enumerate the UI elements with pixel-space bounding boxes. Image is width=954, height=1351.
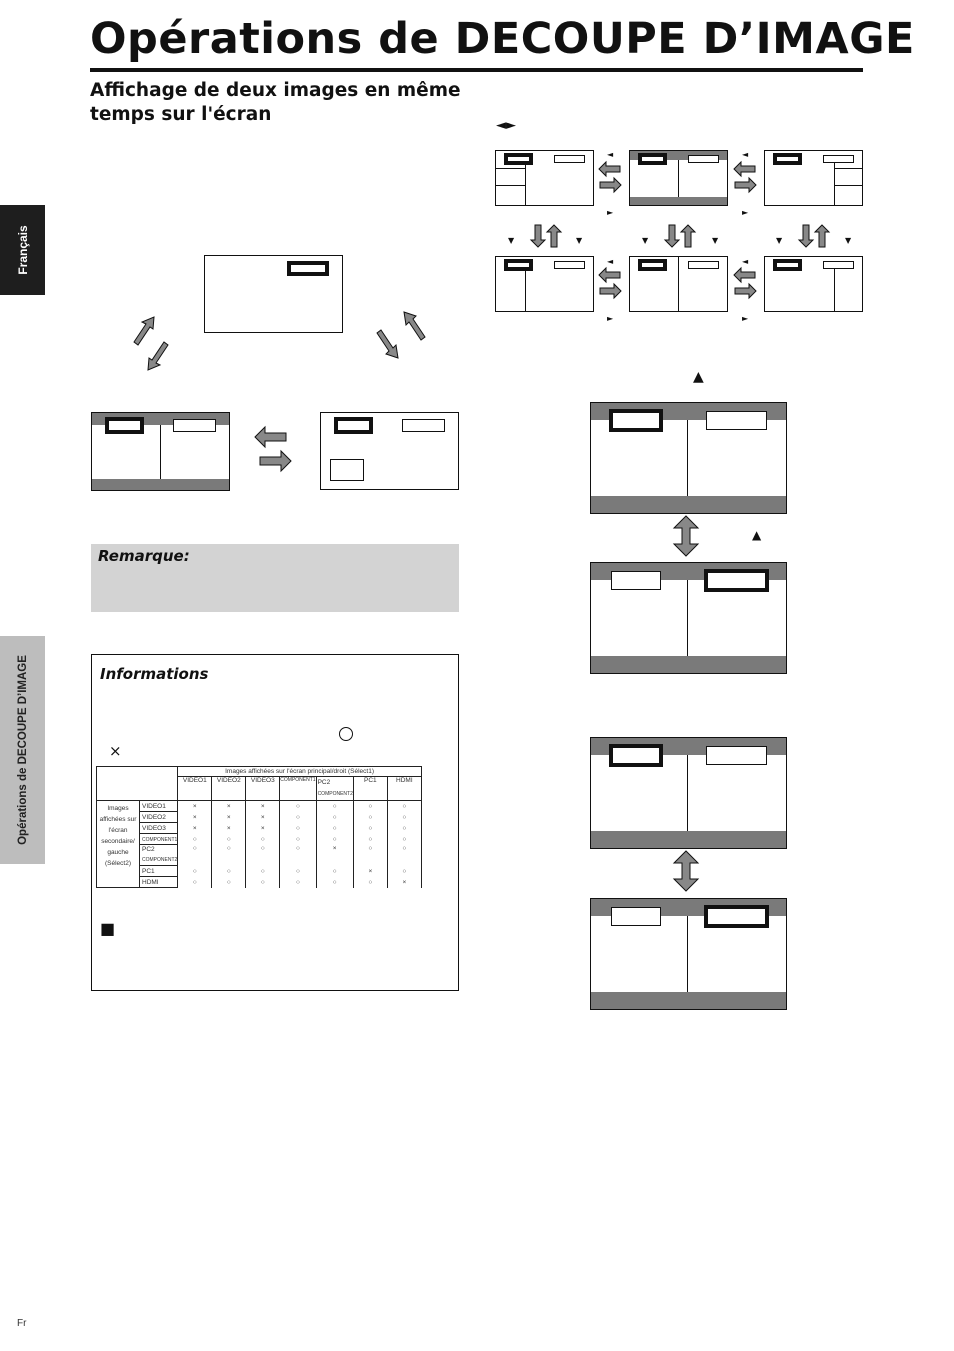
table-row — [97, 801, 422, 812]
table-cell: ○ — [178, 834, 212, 845]
table-cell: ○ — [280, 877, 316, 888]
row-group-label-line: Images — [107, 805, 129, 812]
table-cell: × — [246, 812, 280, 823]
layout-screen — [629, 150, 728, 206]
row-label — [140, 801, 178, 812]
table-cell: ○ — [353, 823, 387, 834]
table-cell: ○ — [387, 845, 421, 866]
window-label-box — [706, 746, 767, 765]
screen-split-left — [91, 412, 230, 491]
split-rule — [834, 185, 862, 186]
split-divider — [525, 162, 526, 205]
swap-arrows-icon — [732, 266, 758, 300]
table-cell: × — [212, 801, 246, 812]
window-highlight — [506, 155, 531, 163]
table-cell: ○ — [280, 866, 316, 877]
table-cell: ○ — [212, 845, 246, 866]
table-cell: ○ — [316, 834, 353, 845]
row-group-label-line: l'écran — [108, 827, 128, 834]
diagonal-arrows-right-icon — [373, 310, 427, 360]
layout-screen — [764, 150, 863, 206]
window-highlight — [640, 155, 665, 163]
window-label-box — [173, 419, 216, 432]
col-header: HDMI — [387, 777, 421, 801]
up-button-label-2: ▲ — [752, 528, 762, 542]
down-triangle-icon: ▼ — [776, 236, 783, 245]
split-divider — [160, 425, 161, 479]
row-group-label-line: secondaire/ — [101, 838, 135, 845]
language-tab — [0, 205, 45, 295]
table-cell: ○ — [316, 812, 353, 823]
left-triangle-icon: ◄ — [607, 257, 614, 266]
down-triangle-icon: ▼ — [576, 236, 583, 245]
table-cell: × — [178, 801, 212, 812]
remarque-box — [91, 544, 459, 612]
table-cell: ○ — [387, 834, 421, 845]
col-header: COMPONENT1 — [280, 777, 316, 801]
row-label-text: VIDEO3 — [142, 824, 166, 832]
window-highlight — [706, 571, 767, 590]
split-divider — [525, 269, 526, 311]
table-cell: ○ — [246, 877, 280, 888]
table-cell: ○ — [387, 823, 421, 834]
section-tab-label: Opérations de DECOUPE D’IMAGE — [16, 655, 29, 845]
table-row — [97, 845, 422, 866]
window-highlight — [706, 907, 767, 926]
table-cell: ○ — [353, 812, 387, 823]
col-header-main: PC2 — [317, 779, 331, 786]
table-cell: × — [353, 866, 387, 877]
row-label-sub: COMPONENT2 — [142, 857, 178, 863]
row-label — [140, 866, 178, 877]
table-cell: ○ — [178, 845, 212, 866]
swap-arrows-vertical-icon — [663, 223, 697, 249]
bottom-bar — [591, 992, 786, 1009]
window-label-box — [688, 155, 719, 163]
table-row — [97, 866, 422, 877]
title-rule — [90, 68, 863, 72]
layout-screen — [495, 256, 594, 312]
row-label-text: VIDEO2 — [142, 813, 166, 821]
right-triangle-icon: ► — [742, 314, 749, 323]
window-highlight — [611, 746, 661, 765]
right-triangle-icon: ► — [607, 314, 614, 323]
up-down-arrow-icon — [672, 850, 700, 892]
table-cell: ○ — [316, 823, 353, 834]
window-highlight — [336, 419, 371, 432]
split-screen — [590, 402, 787, 514]
window-label-box — [688, 261, 719, 269]
window-label-box — [823, 155, 854, 163]
section-subtitle: Affichage de deux images en même temps sur l'écran — [90, 80, 461, 125]
table-cell: ○ — [387, 812, 421, 823]
split-divider — [687, 755, 688, 831]
table-cell: × — [178, 823, 212, 834]
table-cell: ○ — [353, 834, 387, 845]
swap-arrows-vertical-icon — [529, 223, 563, 249]
language-tab-label: Français — [15, 225, 30, 275]
diagonal-arrows-left-icon — [126, 315, 176, 371]
layout-screen — [629, 256, 728, 312]
swap-arrows-icon — [252, 424, 294, 474]
table-cell: ○ — [316, 866, 353, 877]
split-screen — [590, 898, 787, 1010]
table-cell: ○ — [280, 801, 316, 812]
window-highlight — [289, 263, 327, 274]
col-header: VIDEO1 — [178, 777, 212, 801]
section-tab — [0, 636, 45, 864]
table-cell: ○ — [280, 812, 316, 823]
up-button-label: ▲ — [693, 369, 704, 385]
table-cell: × — [246, 823, 280, 834]
informations-title: Informations — [100, 665, 209, 683]
swap-arrows-vertical-icon — [797, 223, 831, 249]
swap-arrows-icon — [597, 266, 623, 300]
table-row — [97, 823, 422, 834]
window-highlight — [775, 261, 800, 269]
row-group-label — [97, 801, 140, 888]
window-label-box — [554, 261, 585, 269]
swap-arrows-icon — [597, 160, 623, 194]
window-label-box — [554, 155, 585, 163]
window-highlight — [611, 411, 661, 430]
bottom-bar — [591, 496, 786, 513]
row-label — [140, 812, 178, 823]
table-cell: ○ — [280, 834, 316, 845]
table-cell: ○ — [212, 866, 246, 877]
split-divider — [678, 257, 679, 311]
informations-box — [91, 654, 459, 991]
screen-single — [204, 255, 343, 333]
table-row — [97, 877, 422, 888]
col-header: VIDEO2 — [212, 777, 246, 801]
bottom-bar — [630, 197, 727, 205]
layout-screen — [764, 256, 863, 312]
pip-subwindow — [330, 459, 364, 481]
window-label-box — [706, 411, 767, 430]
table-row — [97, 812, 422, 823]
table-cell: ○ — [353, 801, 387, 812]
table-cell: ○ — [316, 877, 353, 888]
window-label-box — [823, 261, 854, 269]
cross-symbol: × — [109, 742, 122, 760]
table-cell: ○ — [178, 877, 212, 888]
bottom-bar — [591, 831, 786, 848]
table-cell: ○ — [280, 823, 316, 834]
table-cell: × — [212, 823, 246, 834]
table-cell: ○ — [246, 834, 280, 845]
up-down-arrow-icon — [672, 515, 700, 557]
table-cell: ○ — [178, 866, 212, 877]
row-label-text: PC1 — [142, 867, 155, 875]
table-cell: ○ — [353, 877, 387, 888]
left-triangle-icon: ◄ — [742, 150, 749, 159]
table-cell: ○ — [387, 801, 421, 812]
swap-arrows-icon — [732, 160, 758, 194]
table-top-header: Images affichées sur l'écran principal/droit (Sélect1) — [178, 767, 422, 777]
bottom-bar — [591, 656, 786, 673]
row-label — [140, 877, 178, 888]
remarque-title: Remarque: — [98, 547, 190, 565]
table-cell: ○ — [246, 845, 280, 866]
left-right-buttons-label: ◄► — [496, 118, 516, 133]
left-triangle-icon: ◄ — [742, 257, 749, 266]
down-triangle-icon: ▼ — [712, 236, 719, 245]
page-code: Fr — [17, 1318, 27, 1329]
table-cell: × — [387, 877, 421, 888]
row-label — [140, 834, 178, 845]
row-label-text: COMPONENT1 — [142, 836, 178, 843]
table-cell: × — [212, 812, 246, 823]
table-cell: ○ — [280, 845, 316, 866]
window-label-box — [402, 419, 445, 432]
table-cell: ○ — [246, 866, 280, 877]
row-group-label-line: gauche — [107, 849, 129, 856]
down-triangle-icon: ▼ — [642, 236, 649, 245]
square-bullet: ■ — [100, 919, 116, 938]
split-screen — [590, 562, 787, 674]
table-cell: × — [178, 812, 212, 823]
page-title: Opérations de DECOUPE D’IMAGE — [90, 14, 915, 64]
table-cell: ○ — [316, 801, 353, 812]
right-triangle-icon: ► — [607, 208, 614, 217]
split-rule — [834, 168, 862, 169]
bottom-bar — [92, 479, 229, 490]
split-divider — [687, 420, 688, 496]
circle-symbol-icon — [338, 726, 354, 742]
row-label — [140, 845, 178, 866]
table-row — [97, 834, 422, 845]
table-cell: × — [316, 845, 353, 866]
col-header — [316, 777, 353, 801]
split-rule — [496, 168, 525, 169]
table-cell: × — [246, 801, 280, 812]
window-highlight — [107, 419, 142, 432]
table-cell: ○ — [387, 866, 421, 877]
window-label-box — [611, 907, 661, 926]
table-cell: ○ — [353, 845, 387, 866]
row-label-text: HDMI — [142, 878, 159, 886]
row-group-label-line: (Sélect2) — [104, 860, 131, 867]
col-header: VIDEO3 — [246, 777, 280, 801]
window-highlight — [640, 261, 665, 269]
split-divider — [687, 580, 688, 656]
layout-screen — [495, 150, 594, 206]
window-highlight — [506, 261, 531, 269]
window-label-box — [611, 571, 661, 590]
col-header-sub: COMPONENT2 — [317, 791, 353, 797]
split-rule — [496, 185, 525, 186]
down-triangle-icon: ▼ — [508, 236, 515, 245]
split-divider — [678, 160, 679, 197]
down-triangle-icon: ▼ — [845, 236, 852, 245]
split-divider — [687, 916, 688, 992]
right-triangle-icon: ► — [742, 208, 749, 217]
table-cell: ○ — [212, 877, 246, 888]
table-cell: ○ — [212, 834, 246, 845]
row-label-text: VIDEO1 — [142, 802, 166, 810]
col-header: PC1 — [353, 777, 387, 801]
row-label — [140, 823, 178, 834]
window-highlight — [775, 155, 800, 163]
split-divider — [834, 269, 835, 311]
row-group-label-line: affichées sur — [99, 816, 137, 823]
left-triangle-icon: ◄ — [607, 150, 614, 159]
row-label-text: PC2 — [142, 846, 155, 853]
split-screen — [590, 737, 787, 849]
screen-pip — [320, 412, 459, 490]
compatibility-table — [96, 766, 422, 888]
